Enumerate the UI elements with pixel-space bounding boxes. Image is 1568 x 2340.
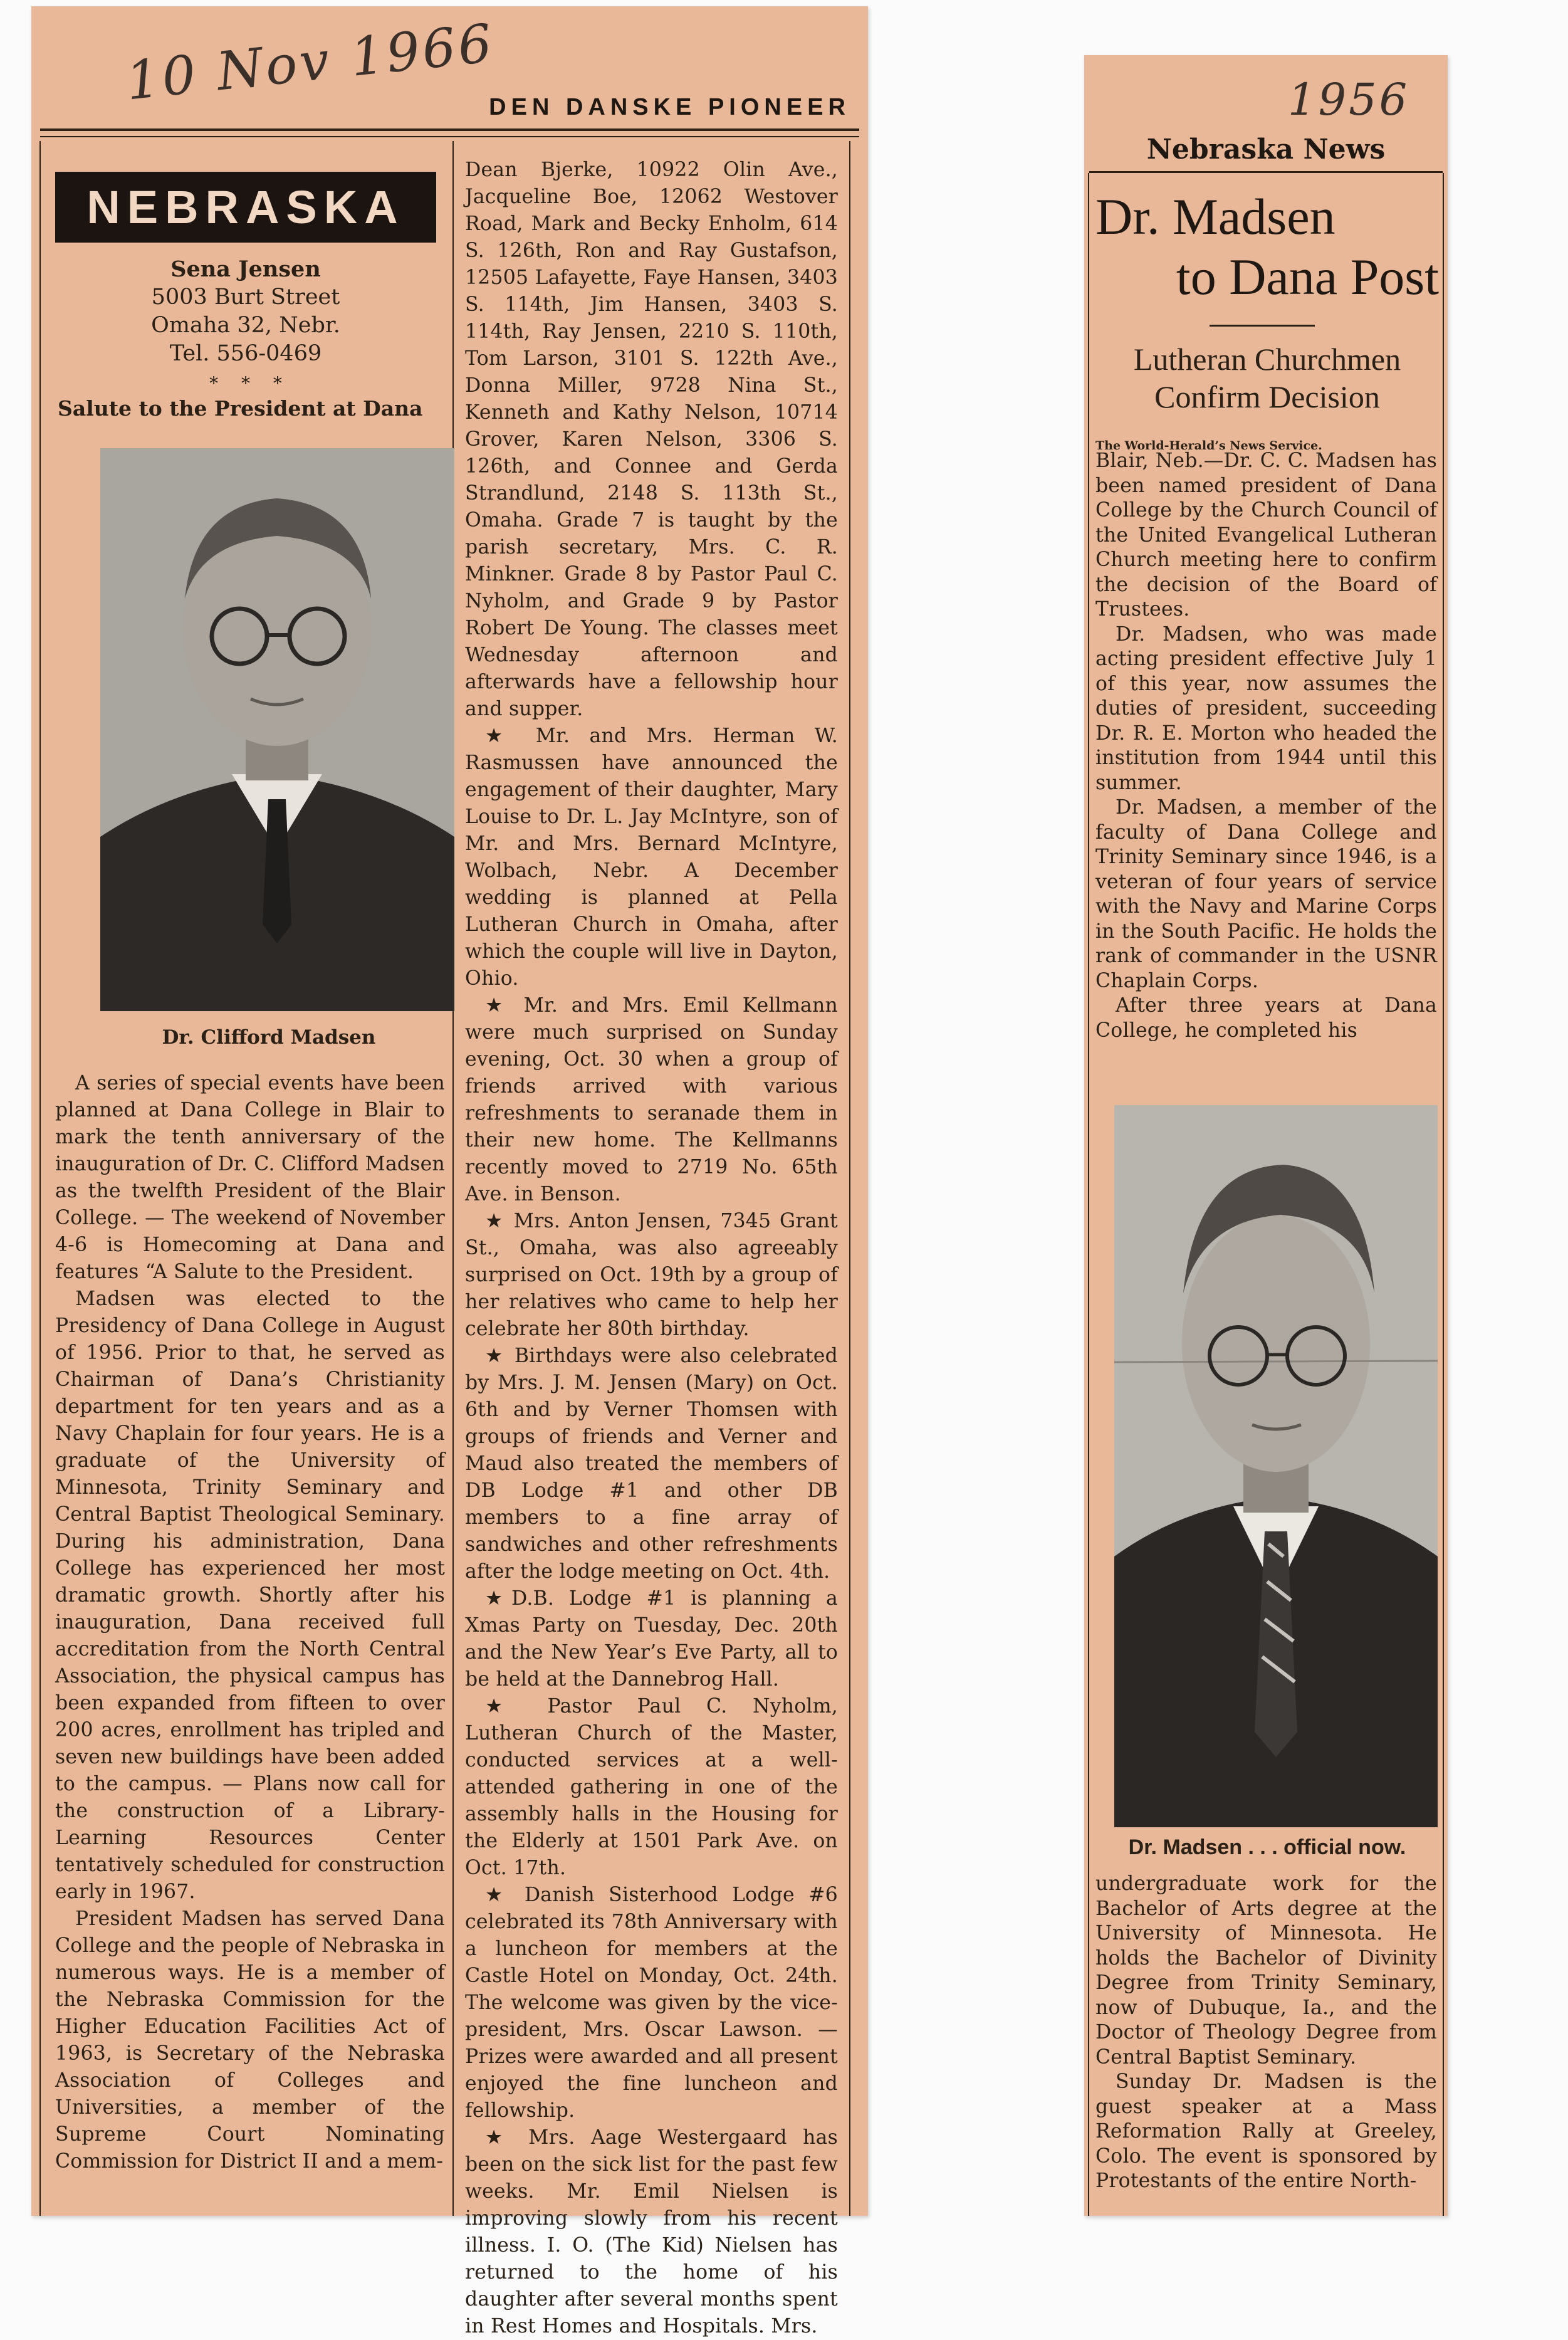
column-1 (55, 150, 445, 2175)
photo-caption: Dr. Clifford Madsen (162, 1026, 376, 1049)
column-rule (849, 141, 850, 2216)
news-item: ★ Mrs. Anton Jensen, 7345 Grant St., Omaha, was also agreeably surprised on Oct. 19th by a group of her relatives who came to help her celebrate her 80th birthday. (465, 1210, 838, 1340)
headline-rule (1210, 325, 1315, 327)
deck-headline: Lutheran Churchmen Confirm Decision (1133, 342, 1401, 414)
portrait-photo (1114, 1105, 1438, 1827)
correspondent-phone: Tel. 556-0469 (169, 341, 322, 366)
paragraph: Dean Bjerke, 10922 Olin Ave., Jacqueline Boe, 12062 Westover Road, Mark and Becky Enholm, 614 S. 126th, Ron and Ray Gustafson, 12505 Lafayette, Faye Hansen, 3403 S. 114th, Jim Hansen, 3403 S. 114th, Ray Jensen, 2210 S. 110th, Tom Larson, 3101 S. 122th Ave., Donna Miller, 9728 Nina St., Kenneth and Kathy Nelson, 10714 Grover, Karen Nelson, 3306 S. 126th, and Connee and Gerda Strandlund, 2148 S. 113th St., Omaha. Grade 7 is taught by the parish secretary, Mrs. C. R. Minkner. Grade 8 by Pastor Paul C. Nyholm, and Grade 9 by Pastor Robert De Young. The classes meet Wednesday afternoon and afterwards have a fellowship hour and supper. (465, 159, 838, 720)
headline-line-1: Dr. Madsen (1095, 188, 1335, 245)
world-herald-clipping (1084, 55, 1448, 2216)
news-item: ★ Mrs. Aage Westergaard has been on the sick list for the past few weeks. Mr. Emil Nielsen is improving slowly from his recent illness. I. O. (The Kid) Nielsen has returned to the home of his daughter after several months spent in Rest Homes and Hospitals. Mrs. (465, 2126, 838, 2337)
column-rule (1088, 173, 1089, 2216)
paragraph: Sunday Dr. Madsen is the guest speaker at a Mass Reformation Rally at Greeley, Colo. The event is sponsored by Protestants of the entire North- (1095, 2070, 1437, 2192)
paragraph: Madsen was elected to the Presidency of Dana College in August of 1956. Prior to that, he served as Chairman of Dana’s Christianity department for ten years and as a Navy Chaplain for four years. He is a graduate of the University of Minnesota, Trinity Seminary and Central Baptist Theological Seminary. During his administration, Dana College has experienced her most dramatic growth. Shortly after his inauguration, Dana received full accreditation from the North Central Association, the physical campus has been expanded from fifteen to over 200 acres, enrollment has tripled and seven new buildings have been added to the campus. — Plans now call for the construction of a Library-Learning Resources Center tentatively scheduled for construction early in 1967. (55, 1288, 445, 1903)
portrait-photo (100, 448, 454, 1011)
article-body (1095, 449, 1437, 1043)
paragraph: President Madsen has served Dana College and the people of Nebraska in numerous ways. He is a member of the Nebraska Commission for the Higher Education Facilities Act of 1963, is Secretary of the Nebraska Association of Colleges and Universities, a member of the Supreme Court Nominating Commission for District II and a mem- (55, 1907, 445, 2173)
article-body (55, 1070, 445, 2175)
handwritten-year: 1956 (1288, 74, 1410, 125)
news-service-credit: The World-Herald’s News Service. (1095, 439, 1322, 453)
paragraph: undergraduate work for the Bachelor of Arts degree at the University of Minnesota. He holds the Bachelor of Divinity Degree from Trinity Seminary, now of Dubuque, Ia., and the Doctor of Theology Degree from Central Baptist Seminary. (1095, 1872, 1437, 2069)
news-item: ★ Mr. and Mrs. Herman W. Rasmussen have announced the engagement of their daughter, Mary Louise to Dr. L. Jay McIntyre, son of Mr. and Mrs. Bernard McIntyre, Wolbach, Nebr. A December wedding is planned at Pella Lutheran Church in Omaha, after which the couple will live in Dayton, Ohio. (465, 725, 838, 990)
section-stars: * * * (209, 373, 291, 394)
paragraph: A series of special events have been planned at Dana College in Blair to mark the tenth anniversary of the inauguration of Dr. C. Clifford Madsen as the twelfth President of the Blair College. — The weekend of November 4-6 is Homecoming at Dana and features “A Salute to the President. (55, 1072, 445, 1283)
masthead-rule-thin (40, 136, 859, 137)
photo-caption: Dr. Madsen . . . official now. (1128, 1835, 1406, 1859)
section-banner: NEBRASKA (55, 172, 436, 243)
article-subhead: Salute to the President at Dana (58, 396, 423, 421)
handwritten-date: 10 Nov 1966 (123, 12, 498, 112)
column-2 (465, 157, 838, 2340)
paragraph: After three years at Dana College, he completed his (1095, 994, 1437, 1042)
news-item: ★D.B. Lodge #1 is planning a Xmas Party on Tuesday, Dec. 20th and the New Year’s Eve Party, all to be held at the Dannebrog Hall. (465, 1587, 838, 1691)
pioneer-clipping (31, 6, 868, 2337)
masthead-rule (40, 129, 859, 131)
newspaper-masthead: DEN DANSKE PIONEER (489, 94, 850, 120)
news-item: ★ Pastor Paul C. Nyholm, Lutheran Church of the Master, conducted services at a well-attended gathering in one of the assembly halls in the Housing for the Elderly at 1501 Park Ave. on Oct. 17th. (465, 1695, 838, 1879)
news-item: ★ Mr. and Mrs. Emil Kellmann were much surprised on Sunday evening, Oct. 30 when a group of friends arrived with various refreshments to seranade them in their new home. The Kellmanns recently moved to 2719 No. 65th Ave. in Benson. (465, 994, 838, 1205)
headline-line-2: to Dana Post (1176, 248, 1439, 305)
news-item: ★ Birthdays were also celebrated by Mrs. J. M. Jensen (Mary) on Oct. 6th and by Verner Thomsen with groups of friends and Verner and Maud also treated the members of DB Lodge #1 and other DB members to a fine array of sandwiches and other refreshments after the lodge meeting on Oct. 4th. (465, 1345, 838, 1583)
paragraph: Dr. Madsen, who was made acting president effective July 1 of this year, now assumes the duties of president, succeeding Dr. R. E. Morton who headed the institution from 1944 until this summer. (1095, 622, 1437, 794)
correspondent-city: Omaha 32, Nebr. (151, 313, 340, 338)
correspondent-name: Sena Jensen (170, 256, 321, 282)
news-item: ★ Danish Sisterhood Lodge #6 celebrated its 78th Anniversary with a luncheon for members at the Castle Hotel on Monday, Oct. 24th. The welcome was given by the vice-president, Mrs. Oscar Lawson. — Prizes were awarded and all present enjoyed the fine luncheon and fellowship. (465, 1884, 838, 2122)
article-body-continued (1095, 1872, 1437, 2194)
column-rule (1443, 173, 1444, 2216)
section-rule (1089, 171, 1443, 173)
column-rule (39, 141, 41, 2216)
portrait-illustration (1114, 1105, 1438, 1827)
paragraph: Dr. Madsen, a member of the faculty of Dana College and Trinity Seminary since 1946, is a veteran of four years of service with the Navy and Marine Corps in the South Pacific. He holds the rank of commander in the USNR Chaplain Corps. (1095, 796, 1437, 992)
correspondent-street: 5003 Burt Street (151, 285, 340, 310)
paragraph: Blair, Neb.—Dr. C. C. Madsen has been named president of Dana College by the Church Council of the United Evangelical Lutheran Church meeting here to confirm the decision of the Board of Trustees. (1095, 449, 1437, 621)
portrait-illustration (100, 448, 454, 1011)
headline (1095, 187, 1439, 307)
section-title: Nebraska News (1146, 134, 1386, 165)
